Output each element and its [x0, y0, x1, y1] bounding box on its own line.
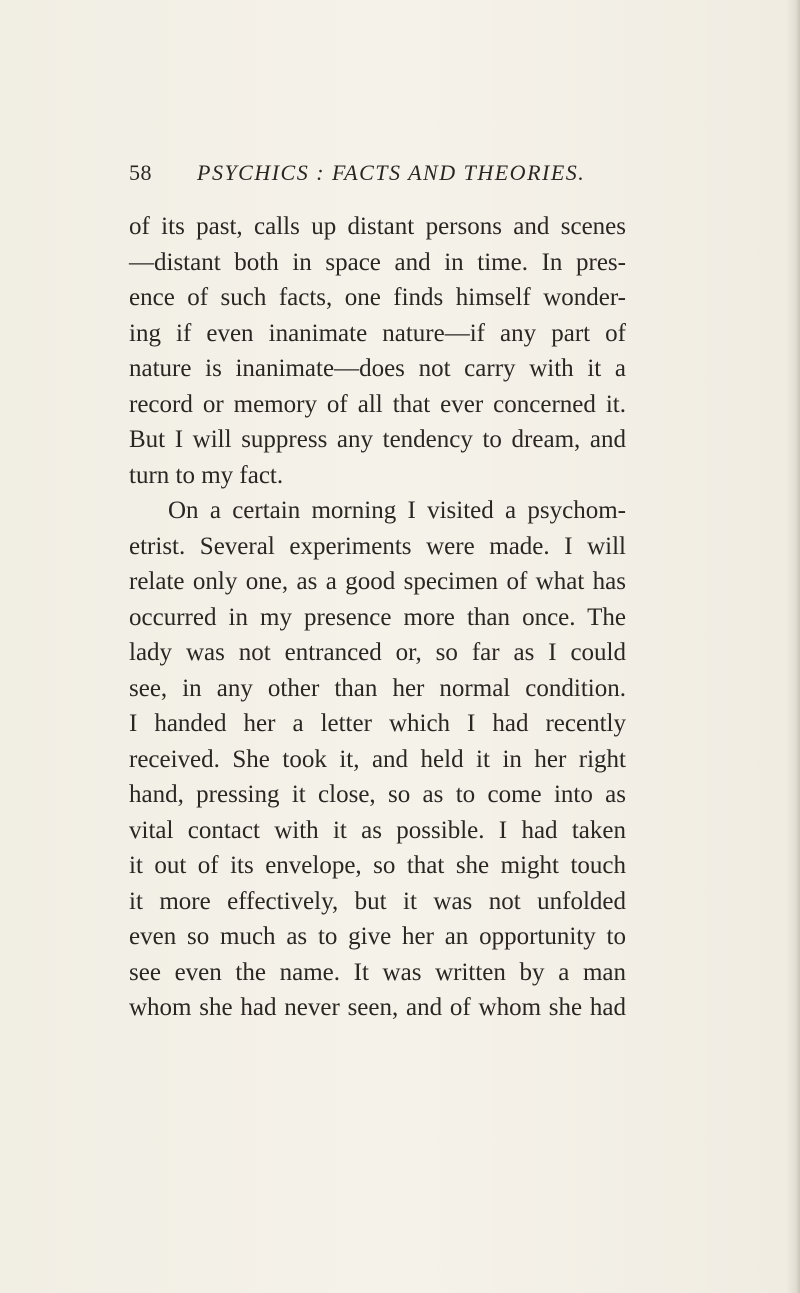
text-line: lady was not entranced or, so far as I could	[129, 639, 626, 666]
paragraph-start-line: On a certain morning I visited a psychom-	[168, 497, 626, 524]
text-line: —distant both in space and in time. In pres-	[129, 248, 626, 276]
text-line: relate only one, as a good specimen of what has	[129, 568, 626, 595]
body-text	[129, 209, 626, 1026]
page-number: 58	[129, 160, 152, 185]
page-edge-shadow	[786, 0, 800, 1293]
text-line: whom she had never seen, and of whom she had	[129, 994, 626, 1021]
running-head	[129, 160, 626, 190]
text-line: see even the name. It was written by a man	[129, 958, 626, 986]
text-line: record or memory of all that ever concerned it.	[129, 390, 626, 418]
running-title: PSYCHICS : FACTS AND THEORIES.	[197, 160, 586, 185]
text-line: see, in any other than her normal condition.	[129, 674, 626, 702]
text-line: etrist. Several experiments were made. I will	[129, 532, 626, 560]
text-line: occurred in my presence more than once. The	[129, 603, 626, 631]
text-line: of its past, calls up distant persons and scenes	[129, 213, 626, 240]
paragraph-end-line: turn to my fact.	[129, 461, 284, 489]
text-line: hand, pressing it close, so as to come into as	[129, 781, 626, 808]
text-line: it more effectively, but it was not unfolded	[129, 887, 626, 915]
text-line: ing if even inanimate nature—if any part of	[129, 319, 626, 347]
text-line: received. She took it, and held it in her right	[129, 745, 626, 773]
text-line: nature is inanimate—does not carry with it a	[129, 355, 626, 382]
text-line: it out of its envelope, so that she might touch	[129, 852, 626, 879]
text-line: even so much as to give her an opportunity to	[129, 923, 626, 950]
text-line: I handed her a letter which I had recently	[129, 710, 626, 737]
text-line: But I will suppress any tendency to dream, and	[129, 426, 626, 453]
text-line: ence of such facts, one finds himself wonder-	[129, 284, 626, 311]
text-line: vital contact with it as possible. I had taken	[129, 816, 626, 844]
